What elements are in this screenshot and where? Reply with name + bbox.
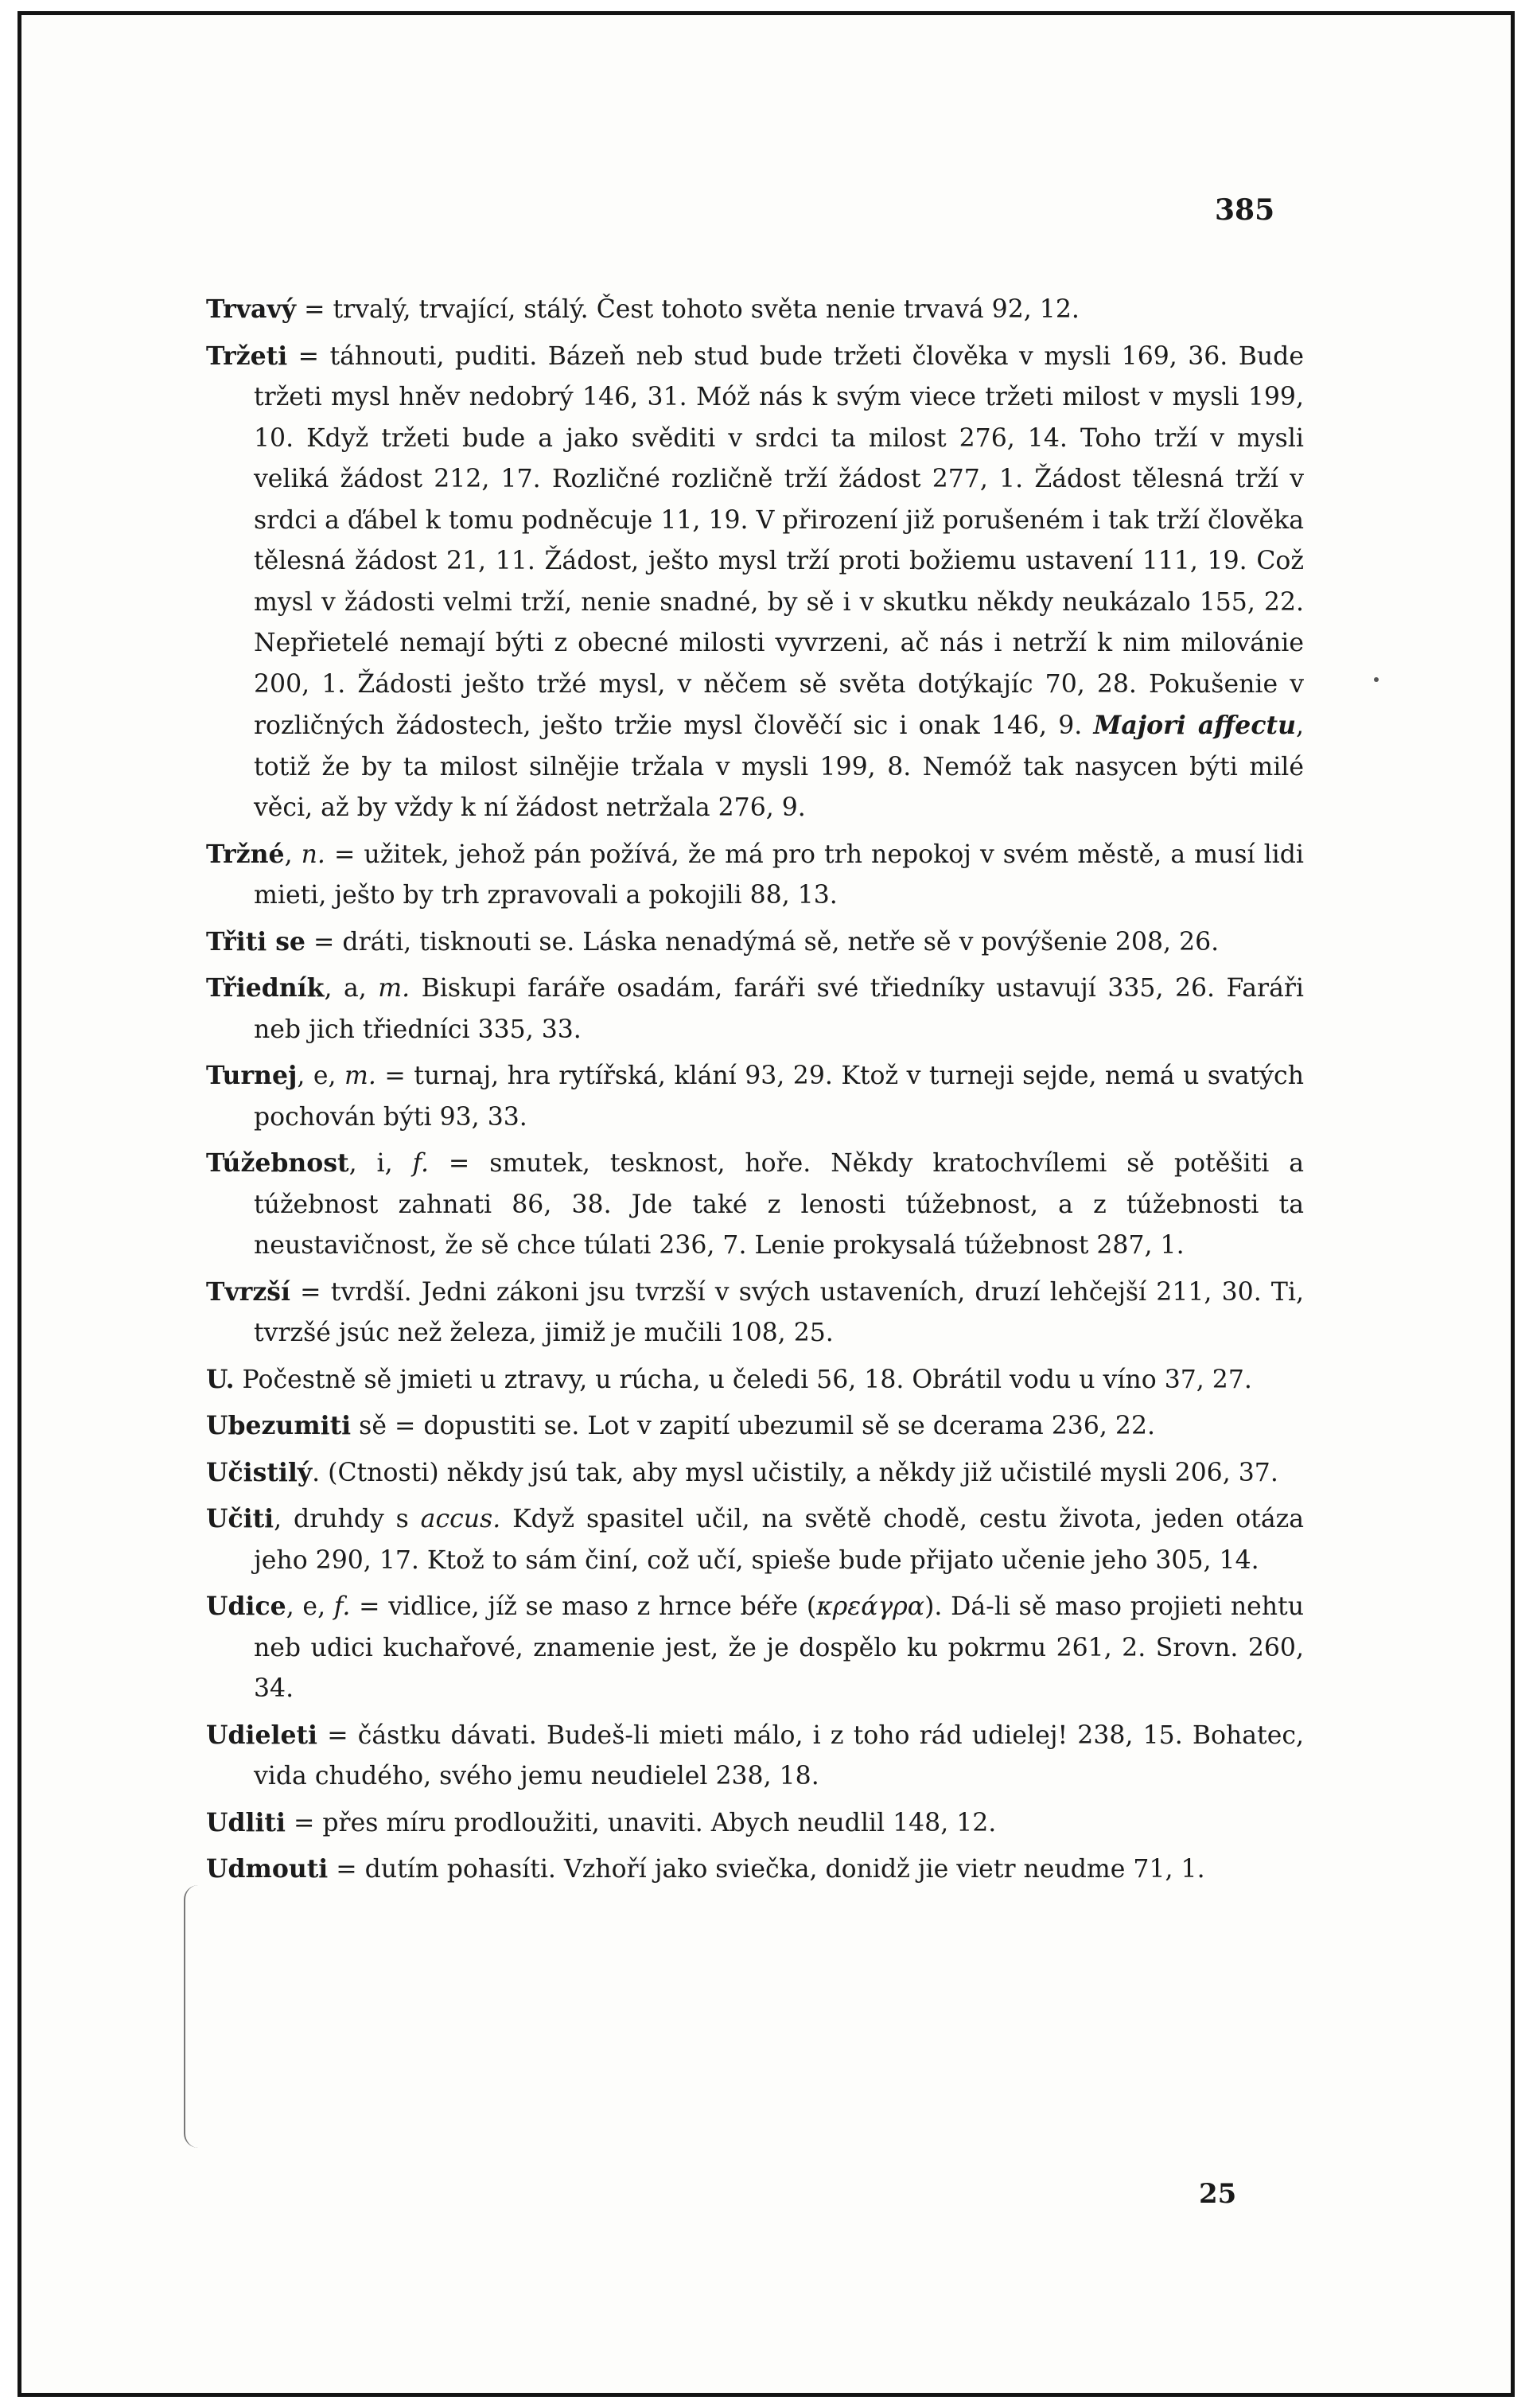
entry-text: , e,: [286, 1592, 334, 1621]
entry-headword: Túžebnost: [206, 1148, 349, 1178]
dictionary-entry: [206, 1405, 1304, 1448]
entry-text: ,: [284, 840, 302, 869]
entry-text: = tvrdší. Jedni zákoni jsu tvrzší v svých ustaveních, druzí lehčejší 211, 30. Ti, tvrzšé jsúc než železa, jimiž je mučili 108, 25.: [254, 1277, 1304, 1347]
entry-text: , totiž že by ta milost silnějie tržala v mysli 199, 8. Nemóž tak nasycen býti milé věci, až by vždy k ní žádost netržala 276, 9.: [254, 711, 1304, 822]
margin-mark: [1374, 677, 1379, 682]
dictionary-entry: [206, 1143, 1304, 1267]
margin-bracket: [184, 1885, 198, 2148]
entry-headword: Tržné: [206, 839, 285, 869]
page-number: 385: [1215, 193, 1275, 227]
entry-headword: Trvavý: [206, 294, 297, 324]
entry-annotation: f.: [333, 1592, 351, 1621]
entry-text: Počestně sě jmieti u ztravy, u rúcha, u čeledi 56, 18. Obrátil vodu u víno 37, 27.: [234, 1365, 1252, 1394]
entry-headword: Tvrzší: [206, 1276, 290, 1307]
entry-text: = dráti, tisknouti se. Láska nenadýmá sě, netře sě v povýšenie 208, 26.: [305, 927, 1220, 957]
entry-headword: Ubezumiti: [206, 1411, 352, 1440]
entry-headword: Udice: [206, 1592, 286, 1621]
dictionary-entry: [206, 922, 1304, 964]
dictionary-entry: [206, 1452, 1304, 1494]
entry-text: = trvalý, trvající, stálý. Čest tohoto světa nenie trvavá 92, 12.: [296, 295, 1080, 324]
entry-headword: Udieleti: [206, 1720, 318, 1750]
entry-annotation: n.: [301, 840, 325, 869]
signature-mark: 25: [1199, 2178, 1237, 2210]
entry-text: = vidlice, jíž se maso z hrnce béře (: [350, 1592, 817, 1621]
entry-text: sě = dopustiti se. Lot v zapití ubezumil sě se dcerama 236, 22.: [351, 1412, 1156, 1440]
entry-annotation: Majori affectu: [1093, 711, 1296, 740]
dictionary-entries: [206, 289, 1304, 1896]
entry-text: , i,: [348, 1149, 413, 1178]
entry-headword: Turnej: [206, 1061, 298, 1090]
entry-text: = přes míru prodloužiti, unaviti. Abych neudlil 148, 12.: [285, 1808, 997, 1837]
entry-headword: Tržeti: [206, 341, 288, 371]
entry-text: Když spasitel učil, na světě chodě, cestu života, jeden otáza jeho 290, 17. Ktož to sám činí, což učí, spieše bude přijato učenie jeho 305, 14.: [254, 1505, 1304, 1575]
entry-headword: Učistilý: [206, 1457, 313, 1487]
entry-text: = užitek, jehož pán požívá, že má pro trh nepokoj v svém městě, a musí lidi mieti, ješto by trh zpravovali a pokojili 88, 13.: [254, 840, 1304, 910]
entry-annotation: κρεάγρα: [816, 1592, 925, 1621]
entry-annotation: m.: [344, 1062, 376, 1090]
dictionary-entry: [206, 1586, 1304, 1710]
entry-headword: Udmouti: [206, 1854, 329, 1884]
scanned-page: [18, 11, 1515, 2397]
entry-text: , a,: [324, 974, 379, 1003]
entry-text: = částku dávati. Budeš-li mieti málo, i z toho rád udielej! 238, 15. Bohatec, vida chudého, svého jemu neudielel 238, 18.: [254, 1720, 1304, 1790]
entry-text: , druhdy s: [274, 1505, 421, 1533]
entry-text: Biskupi faráře osadám, faráři své třiedníky ustavují 335, 26. Faráři neb jich třiedníci 335, 33.: [254, 974, 1304, 1044]
entry-headword: Třiti se: [206, 926, 305, 957]
dictionary-entry: [206, 1498, 1304, 1581]
dictionary-entry: [206, 968, 1304, 1050]
entry-text: = smutek, tesknost, hoře. Někdy kratochvílemi sě potěšiti a túžebnost zahnati 86, 38. Jde také z lenosti túžebnost, a z túžebnosti ta neustavičnost, že sě chce túlati 236, 7. Lenie prokysalá túžebnost 287, 1.: [254, 1149, 1304, 1260]
entry-text: = turnaj, hra rytířská, klání 93, 29. Ktož v turneji sejde, nemá u svatých pochován býti 93, 33.: [254, 1062, 1304, 1132]
entry-text: = dutím pohasíti. Vzhoří jako sviečka, donidž jie vietr neudme 71, 1.: [328, 1855, 1205, 1884]
page-frame: [21, 15, 1511, 2393]
entry-annotation: f.: [412, 1149, 430, 1178]
entry-text: ). Dá-li sě maso projieti nehtu neb udici kuchařové, znamenie jest, že je dospělo ku pokrmu 261, 2. Srovn. 260, 34.: [254, 1592, 1304, 1703]
dictionary-entry: [206, 1359, 1304, 1401]
entry-text: = táhnouti, puditi. Bázeň neb stud bude tržeti člověka v mysli 169, 36. Bude tržeti mysl hněv nedobrý 146, 31. Móž nás k svým viece tržeti milost v mysli 199, 10. Když tržeti bude a jako svěditi v srdci ta milost 276, 14. Toho trží v mysli veliká žádost 212, 17. Rozličné rozličně trží žádost 277, 1. Žádost tělesná trží v srdci a ďábel k tomu podněcuje 11, 19. V přirození již porušeném i tak trží člověka tělesná žádost 21, 11. Žádost, ješto mysl trží proti božiemu ustavení 111, 19. Což mysl v žádosti velmi trží, nenie snadné, by sě i v skutku někdy neukázalo 155, 22. Nepřietelé nemají býti z obecné milosti vyvrzeni, ač nás i netrží k nim milovánie 200, 1. Žádosti ješto tržé mysl, v něčem sě světa dotýkajíc 70, 28. Pokušenie v rozličných žádostech, ješto tržie mysl člověčí sic i onak 146, 9.: [254, 341, 1304, 740]
dictionary-entry: [206, 336, 1304, 829]
entry-headword: U.: [206, 1364, 235, 1394]
entry-headword: Učiti: [206, 1504, 274, 1533]
dictionary-entry: [206, 1055, 1304, 1138]
entry-headword: Udliti: [206, 1807, 286, 1837]
dictionary-entry: [206, 1849, 1304, 1891]
entry-text: . (Ctnosti) někdy jsú tak, aby mysl učistily, a někdy již učistilé mysli 206, 37.: [312, 1458, 1278, 1487]
entry-text: , e,: [297, 1062, 345, 1090]
dictionary-entry: [206, 1715, 1304, 1798]
dictionary-entry: [206, 1802, 1304, 1845]
entry-headword: Třiedník: [206, 973, 325, 1003]
dictionary-entry: [206, 289, 1304, 331]
entry-annotation: m.: [378, 974, 410, 1003]
dictionary-entry: [206, 834, 1304, 917]
entry-annotation: accus.: [420, 1505, 501, 1533]
dictionary-entry: [206, 1272, 1304, 1354]
